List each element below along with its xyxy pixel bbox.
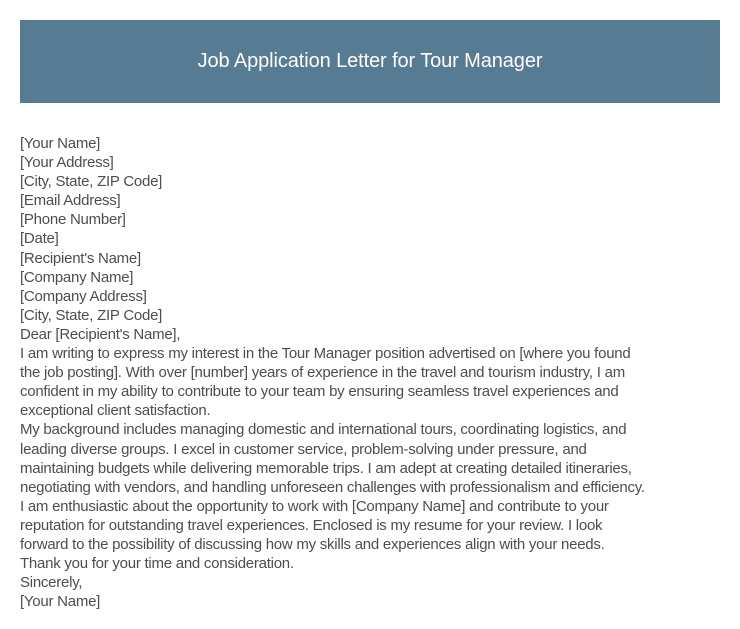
letter-line: [Your Name]	[20, 135, 101, 152]
paragraph-enthusiasm	[20, 497, 730, 554]
letter-line: [Company Name]	[20, 268, 134, 286]
letter-line: forward to the possibility of discussing how my skills and experiences align with your needs.	[20, 535, 605, 553]
page-title: Job Application Letter for Tour Manager	[197, 50, 543, 72]
letter-line: [Date]	[20, 230, 59, 248]
letter-line: Dear [Recipient's Name],	[20, 325, 181, 343]
letter-line: maintaining budgets while delivering memorable trips. I am adept at creating detailed itineraries,	[20, 459, 632, 477]
letter-line: [City, State, ZIP Code]	[20, 173, 163, 191]
letter-line: [City, State, ZIP Code]	[20, 306, 163, 324]
paragraph-background	[20, 420, 730, 496]
letter-line: [Company Address]	[20, 287, 147, 305]
letter-line: [Your Name]	[20, 593, 101, 611]
letter-line: [Email Address]	[20, 192, 121, 210]
letter-line: [Your Address]	[20, 154, 114, 172]
letter-line: exceptional client satisfaction.	[20, 402, 211, 420]
paragraph-intro	[20, 344, 730, 420]
closing-block	[20, 554, 730, 611]
letter-line: negotiating with vendors, and handling unforeseen challenges with professionalism and efficiency.	[20, 478, 645, 496]
letter-body	[20, 134, 730, 611]
letter-line: I am enthusiastic about the opportunity to work with [Company Name] and contribute to your	[20, 497, 609, 515]
letter-line: [Recipient's Name]	[20, 249, 141, 267]
letter-line: Sincerely,	[20, 574, 83, 592]
title-banner	[20, 20, 720, 103]
sender-block	[20, 134, 730, 249]
letter-line: leading diverse groups. I excel in customer service, problem-solving under pressure, and	[20, 440, 587, 458]
recipient-block	[20, 249, 730, 325]
salutation	[20, 325, 730, 344]
letter-line: confident in my ability to contribute to your team by ensuring seamless travel experiences and	[20, 383, 619, 401]
letter-line: Thank you for your time and consideration.	[20, 555, 294, 573]
letter-line: I am writing to express my interest in the Tour Manager position advertised on [where you found	[20, 345, 631, 363]
letter-line: My background includes managing domestic and international tours, coordinating logistics, and	[20, 421, 627, 439]
letter-line: [Phone Number]	[20, 211, 126, 229]
letter-line: reputation for outstanding travel experiences. Enclosed is my resume for your review. I look	[20, 516, 603, 534]
letter-line: the job posting]. With over [number] years of experience in the travel and tourism industry, I am	[20, 364, 625, 382]
